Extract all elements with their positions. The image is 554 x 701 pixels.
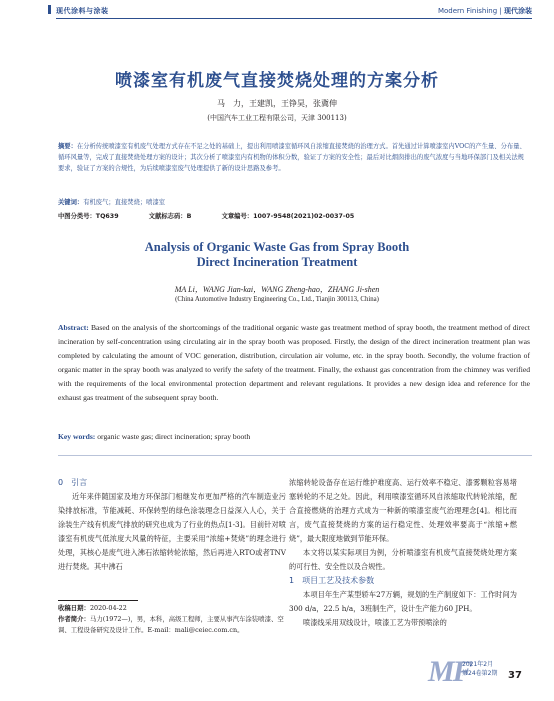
keywords-cn bbox=[58, 197, 165, 206]
footnote-rule bbox=[58, 600, 138, 601]
body-column-right bbox=[289, 476, 517, 630]
intro-paragraph: 近年来伴随国家及地方环保部门相继发布更加严格的汽车制造业污染排放标准，节能减耗、环保转型的绿色涂装理念日益深入人心，关于涂装生产线有机废气排放的研究也成为了行业的热点[1-3]。目前针对喷漆室有机废气低浓度大风量的特征，主要采用“浓缩+焚烧”的理念进行处理，其核心是废气进入沸石浓缩转轮浓缩，然后再进入RTO或者TNV进行焚烧。其中沸石 bbox=[58, 492, 286, 571]
keywords-en-text: organic waste gas; direct incineration; spray booth bbox=[97, 432, 251, 441]
abstract-cn-label: 摘要： bbox=[58, 143, 77, 150]
received-date: 2020-04-22 bbox=[89, 604, 127, 612]
right-paragraph-2: 本文将以某实际项目为例，分析喷漆室有机废气直接焚烧处理方案的可行性、安全性以及合规性。 bbox=[289, 548, 517, 571]
article-number: 文章编号：1007-9548(2021)02-0037-05 bbox=[221, 213, 355, 220]
abstract-en-label: Abstract: bbox=[58, 323, 89, 332]
keywords-en bbox=[58, 432, 250, 441]
abstract-en bbox=[58, 321, 530, 405]
right-paragraph-1: 浓缩转轮设备存在运行维护难度高、运行效率不稳定、漆雾颗粒容易堵塞转轮的不足之处。因此，利用喷漆室循环风自浓缩取代转轮浓缩，配合直接燃烧的治理方式成为一种新的喷漆室废气治理理念[4]。相比而言，废气直接焚烧的方案的运行稳定性、处理效率要高于“浓缩+燃烧”，最大限度地做到节能环保。 bbox=[289, 478, 517, 543]
document-code: 文献标志码：B bbox=[148, 213, 192, 220]
abstract-en-text: Based on the analysis of the shortcomings of the traditional organic waste gas treatment method of spray booth, the treatment method of direct incineration by self-concentration using circulating air in the spray booth was proposed. Firstly, the design of the direct incineration treatment plan was completed by calculating the amount of VOC generation, distribution, circulation air volume, etc. in the spray booth. Secondly, the volume fraction of organic matter in the spray booth was analyzed to verify the safety of the treatment. Finally, the exhaust gas concentration from the chimney was verified with the requirements of the local environmental protection department and relevant regulations. It provides a new design idea and reference for the exhaust gas treatment of the subsequent spray booth. bbox=[58, 323, 530, 402]
authors-en: MA Li，WANG Jian-kai，WANG Zheng-hao，ZHANG Ji-shen bbox=[174, 285, 380, 294]
author-bio: 马力(1972—)，男，本科，高级工程师，主要从事汽车涂装喷漆、空调、工程设备研究及设计工作。E-mail：mali@ceiec.com.cn。 bbox=[58, 615, 284, 634]
body-column-left bbox=[58, 476, 286, 574]
right-paragraph-3: 本项目年生产某型轿车27万辆，规划的生产制度如下：工作时间为300 d/a，22.5 h/a，3班制生产，设计生产能力60 JPH。 bbox=[289, 590, 517, 613]
abstract-cn bbox=[58, 141, 530, 174]
issue-date: 2021年2月 bbox=[462, 661, 494, 668]
affiliation-cn: (中国汽车工业工程有限公司，天津 300113) bbox=[207, 114, 347, 122]
section-1-heading: 1 项目工艺及技术参数 bbox=[289, 576, 375, 585]
section-0-heading: 0 引言 bbox=[58, 478, 88, 487]
right-paragraph-4: 喷漆线采用双线设计，喷漆工艺为带预喷涂的 bbox=[303, 618, 447, 627]
paper-title-en bbox=[0, 240, 554, 270]
issue-info bbox=[462, 660, 497, 678]
journal-logo: MF bbox=[428, 655, 471, 688]
footnote bbox=[58, 603, 286, 636]
title-en-line2: Direct Incineration Treatment bbox=[196, 255, 358, 269]
keywords-cn-text: 有机废气；直接焚烧；喷漆室 bbox=[83, 199, 166, 206]
authors-cn: 马 力，王建凯，王铮昊，张冀伸 bbox=[217, 99, 337, 108]
issue-volume: 第24卷第2期 bbox=[462, 670, 498, 677]
header-journal-cn: 现代涂装 bbox=[504, 7, 532, 15]
header-accent-bar bbox=[48, 5, 51, 14]
section-divider bbox=[58, 455, 532, 456]
classification-row bbox=[58, 211, 382, 220]
affiliation-en: (China Automotive Industry Engineering Co., Ltd., Tianjin 300113, China) bbox=[175, 296, 379, 303]
abstract-cn-text: 在分析传统喷漆室有机废气处理方式存在不足之处的基础上，提出利用喷漆室循环风自浓缩直接焚烧的治理方式。首先通过计算喷漆室内VOC的产生量、分布量、循环风量等，完成了直接焚烧处理方案的设计；其次分析了喷漆室内有机物的体积分数，验证了方案的安全性；最后对比烟囱排出的废气浓度与当地环保部门及相关法规要求，验证了方案的合规性，为后续喷漆室废气处理提供了新的设计思路及参考。 bbox=[58, 143, 526, 172]
keywords-en-label: Key words: bbox=[58, 432, 96, 441]
title-en-line1: Analysis of Organic Waste Gas from Spray Booth bbox=[144, 240, 410, 254]
header-rule bbox=[56, 18, 532, 19]
clc-number: 中图分类号：TQ639 bbox=[58, 213, 119, 220]
keywords-cn-label: 关键词： bbox=[58, 199, 84, 206]
page-number: 37 bbox=[508, 670, 522, 681]
header-journal-en: Modern Finishing bbox=[437, 7, 498, 15]
running-header-left: 现代涂料与涂装 bbox=[56, 7, 109, 15]
paper-title-cn: 喷漆室有机废气直接焚烧处理的方案分析 bbox=[115, 71, 439, 91]
received-label: 收稿日期： bbox=[58, 604, 90, 612]
running-header-right: Modern Finishing | 现代涂装 bbox=[437, 7, 532, 15]
author-bio-label: 作者简介： bbox=[58, 615, 90, 623]
